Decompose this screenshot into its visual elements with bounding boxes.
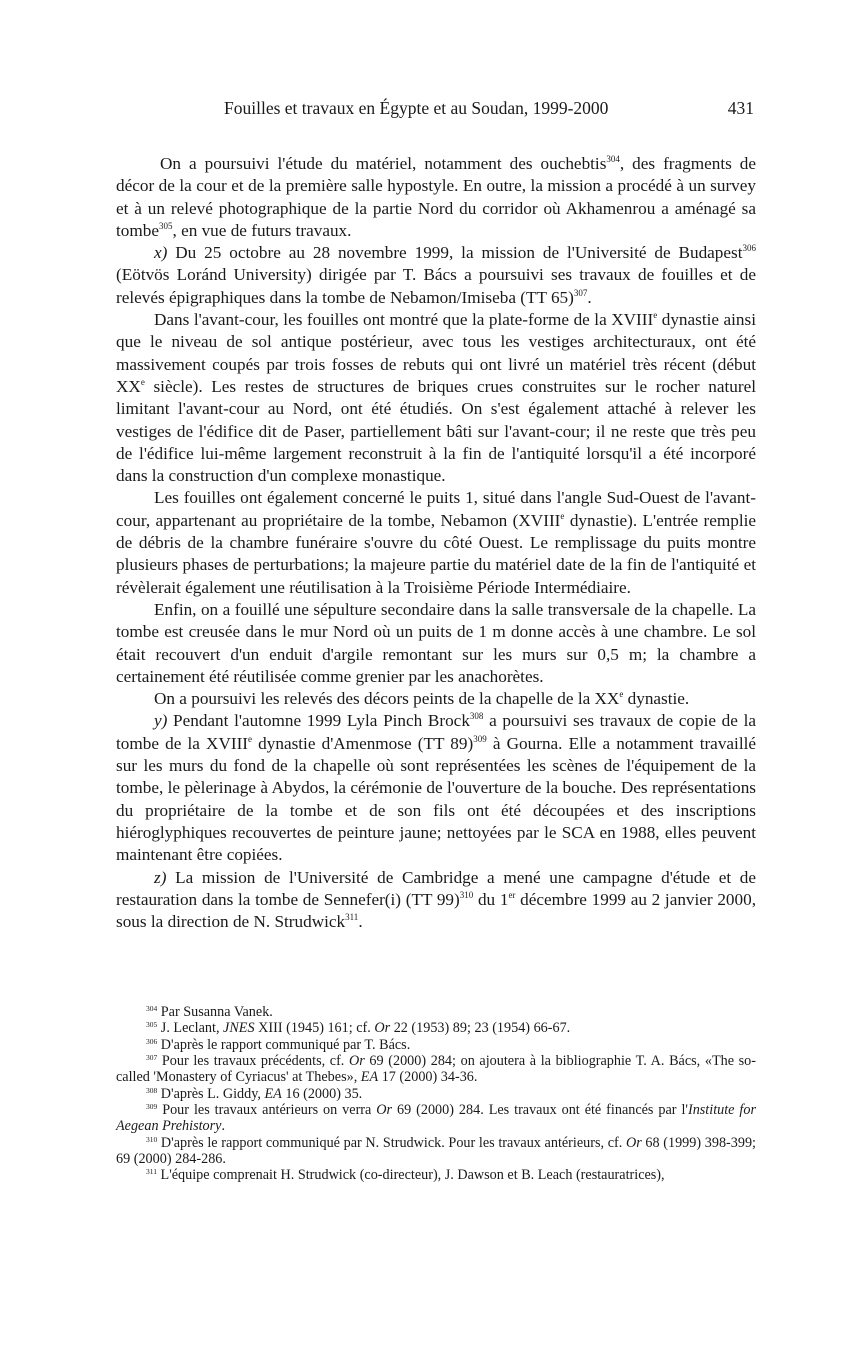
footnote-309: $^{309}$ Pour les travaux antérieurs on verra Or 69 (2000) 284. Les travaux ont été financés par l'Institute for Aegean Prehistory.	[116, 1102, 756, 1135]
footnote-311: $^{311}$ L'équipe comprenait H. Strudwick (co-directeur), J. Dawson et B. Leach (restauratrices),	[146, 1167, 665, 1184]
paragraph-puits: Les fouilles ont également concerné le puits 1, situé dans l'angle Sud-Ouest de l'avant-cour, appartenant au propriétaire de la tombe, Nebamon (XVIIIe dynastie). L'entrée remplie de débris de la chambre funéraire s'ouvre du côté Ouest. Le remplissage du puits montre plusieurs phases de perturbations; la majeure partie du matériel date de la fin de l'antiquité et révèlerait également une réutilisation à la Troisième Période Intermédiaire.	[116, 488, 756, 597]
paragraph-budapest-mission: x) Du 25 octobre au 28 novembre 1999, la mission de l'Université de Budapest$^{306}$ (Eötvös Loránd University) dirigée par T. Bács a poursuivi ses travaux de fouilles et de relevés épigraphiques dans la tombe de Nebamon/Imiseba (TT 65)$^{307}$.	[116, 243, 756, 307]
page-number: 431	[727, 98, 754, 118]
paragraph-pinch-brock: y) Pendant l'automne 1999 Lyla Pinch Brock$^{308}$ a poursuivi ses travaux de copie de la tombe de la XVIIIe dynastie d'Amenmose (TT 89)$^{309}$ à Gourna. Elle a notamment travaillé sur les murs du fond de la chapelle où sont représentées les scènes de l'équipement de la tombe, le pèlerinage à Abydos, la cérémonie de l'ouverture de la bouche. Des représentations du propriétaire de la tombe et de son fils ont été découpées et des inscriptions hiéroglyphiques recouvertes de peinture jaune; nettoyées par le SCA en 1988, elles peuvent maintenant être copiées.	[116, 711, 756, 865]
footnote-306: $^{306}$ D'après le rapport communiqué par T. Bács.	[146, 1036, 411, 1053]
footnote-308: $^{308}$ D'après L. Giddy, EA 16 (2000) 35.	[146, 1085, 363, 1102]
paragraph-cambridge-mission: z) La mission de l'Université de Cambridge a mené une campagne d'étude et de restauration dans la tombe de Sennefer(i) (TT 99)$^{310}$ du 1er décembre 1999 au 2 janvier 2000, sous la direction de N. Strudwick$^{311}$.	[116, 867, 757, 932]
footnote-ref[interactable]: 308	[469, 711, 484, 722]
paragraph-avant-cour: Dans l'avant-cour, les fouilles ont montré que la plate-forme de la XVIIIe dynastie ainsi que le niveau de sol antique postérieur, avec tous les vestiges architecturaux, ont été massivement coupés par trois fosses de rebuts qui ont livré un matériel très récent (début XXe siècle). Les restes de structures de briques crues construites sur le rocher naturel limitant l'avant-cour au Nord, ont été étudiés. On s'est également attaché à relever les vestiges de l'édifice dit de Paser, partiellement bâti sur l'avant-cour; il ne reste que très peu de l'édifice lui-même largement reconstruit à la fin de l'antiquité lorsqu'il a été incorporé dans la construction d'un complexe monastique.	[116, 310, 756, 486]
footnote-ref[interactable]: 305	[158, 220, 173, 231]
footnote-305: $^{305}$ J. Leclant, JNES XIII (1945) 161; cf. Or 22 (1953) 89; 23 (1954) 66-67.	[146, 1020, 571, 1037]
footnote-310: $^{310}$ D'après le rapport communiqué par N. Strudwick. Pour les travaux antérieurs, cf. Or 68 (1999) 398-399; 69 (2000) 284-286.	[116, 1134, 756, 1168]
paragraph-ouchebtis: On a poursuivi l'étude du matériel, notamment des ouchebtis$^{304}$, des fragments de décor de la cour et de la première salle hypostyle. En outre, la mission a procédé à un survey et à un relevé photographique de la partie Nord du corridor où Akhamenrou a aménagé sa tombe$^{305}$, en vue de futurs travaux.	[116, 154, 757, 240]
main-text	[116, 153, 756, 933]
footnote-ref[interactable]: 310	[459, 889, 474, 900]
footnote-ref[interactable]: 307	[573, 287, 588, 298]
footnote-304: $^{304}$ Par Susanna Vanek.	[146, 1004, 273, 1020]
running-title: Fouilles et travaux en Égypte et au Soudan, 1999-2000	[224, 98, 609, 118]
paragraph-releves: On a poursuivi les relevés des décors peints de la chapelle de la XXe dynastie.	[154, 689, 690, 709]
footnote-ref[interactable]: 306	[742, 243, 756, 254]
footnote-ref[interactable]: 309	[473, 733, 487, 744]
footnote-ref[interactable]: 311	[345, 912, 359, 923]
page-header	[118, 98, 758, 122]
footnote-ref[interactable]: 304	[606, 154, 620, 164]
paragraph-sepulture: Enfin, on a fouillé une sépulture secondaire dans la salle transversale de la chapelle. La tombe est creusée dans le mur Nord où un puits de 1 m donne accès à une chambre. Le sol était recouvert d'un enduit d'argile remontant sur les murs sur 0,5 m; la chambre a certainement été réutilisée comme grenier par les anachorètes.	[116, 599, 756, 686]
footnote-307: $^{307}$ Pour les travaux précédents, cf. Or 69 (2000) 284; on ajoutera à la bibliographie T. A. Bács, «The so-called 'Monastery of Cyriacus' at Thebes», EA 17 (2000) 34-36.	[116, 1053, 756, 1086]
footnotes	[116, 1004, 756, 1184]
